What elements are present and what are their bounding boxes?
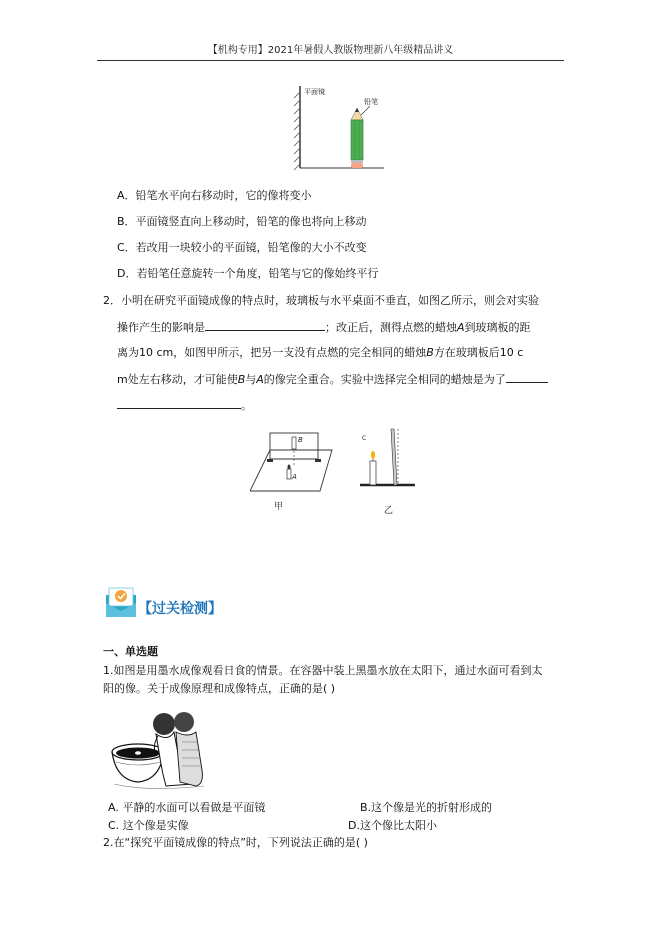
- candle-b-ref: B: [426, 346, 434, 359]
- option-b: B．平面镜竖直向上移动时，铅笔的像也将向上移动: [117, 215, 367, 228]
- mc1-option-a: A. 平静的水面可以看做是平面镜: [108, 801, 266, 814]
- mirror-pencil-figure: [280, 82, 390, 174]
- candle-a-ref: A: [256, 373, 264, 386]
- q2-text: 与: [245, 373, 257, 386]
- q2-text: 操作产生的影响是: [117, 321, 205, 334]
- option-a: A．铅笔水平向右移动时，它的像将变小: [117, 189, 312, 202]
- mc1-option-d: D.这个像比太阳小: [348, 819, 437, 832]
- q2-line1: 2．小明在研究平面镜成像的特点时，玻璃板与水平桌面不垂直，如图乙所示，则会对实验: [103, 294, 539, 307]
- page-header: 【机构专用】2021年暑假人教版物理新八年级精品讲义: [207, 45, 454, 56]
- mc1-option-b: B.这个像是光的折射形成的: [360, 801, 493, 814]
- experiment-figures: [250, 425, 420, 520]
- option-d: D．若铅笔任意旋转一个角度，铅笔与它的像始终平行: [117, 267, 379, 280]
- section-title: 【过关检测】: [138, 601, 222, 617]
- q2-text: 离为10 cm，如图甲所示，把另一支没有点燃的完全相同的蜡烛: [117, 346, 427, 359]
- pencil-label: 铅笔: [364, 98, 378, 106]
- mc1-option-c: C. 这个像是实像: [108, 819, 189, 832]
- label-a: A: [292, 473, 297, 481]
- checkmark-icon: [104, 583, 138, 619]
- q2-text: 。: [241, 399, 252, 412]
- header-rule: [97, 60, 564, 61]
- mc1-line2: 阳的像。关于成像原理和成像特点，正确的是( ): [103, 682, 336, 695]
- mc1-line1: 1.如图是用墨水成像观看日食的情景。在容器中装上黑墨水放在太阳下，通过水面可看到太: [103, 664, 543, 677]
- q2-text: 方在玻璃板后10 c: [433, 346, 524, 359]
- q2-text: m处左右移动，才可能使: [117, 373, 238, 386]
- caption-yi: 乙: [384, 506, 394, 516]
- q2-text: 的像完全重合。实验中选择完全相同的蜡烛是为了: [263, 373, 506, 386]
- option-c: C．若改用一块较小的平面镜，铅笔像的大小不改变: [117, 241, 367, 254]
- label-c: C: [362, 435, 367, 442]
- answer-blank-2a[interactable]: [506, 371, 548, 383]
- q2-line5: [117, 397, 252, 414]
- mirror-label: 平面镜: [304, 88, 325, 96]
- label-b: B: [298, 436, 303, 444]
- q2-text: 到玻璃板的距: [464, 321, 531, 334]
- q2-line2: [117, 319, 531, 336]
- mc2-line1: 2.在“探究平面镜成像的特点”时，下列说法正确的是( ): [103, 836, 368, 849]
- answer-blank-2b[interactable]: [117, 397, 241, 409]
- caption-jia: 甲: [274, 502, 284, 512]
- candle-a-ref: A: [457, 321, 465, 334]
- q2-text: ；改正后，测得点燃的蜡烛: [325, 321, 457, 334]
- q2-line4: [117, 371, 548, 388]
- ink-basin-illustration: [108, 702, 210, 794]
- q2-line3: [117, 345, 523, 361]
- section-subtitle: 一、单选题: [103, 645, 158, 658]
- answer-blank-1[interactable]: [205, 319, 325, 331]
- candle-b-ref: B: [237, 373, 246, 386]
